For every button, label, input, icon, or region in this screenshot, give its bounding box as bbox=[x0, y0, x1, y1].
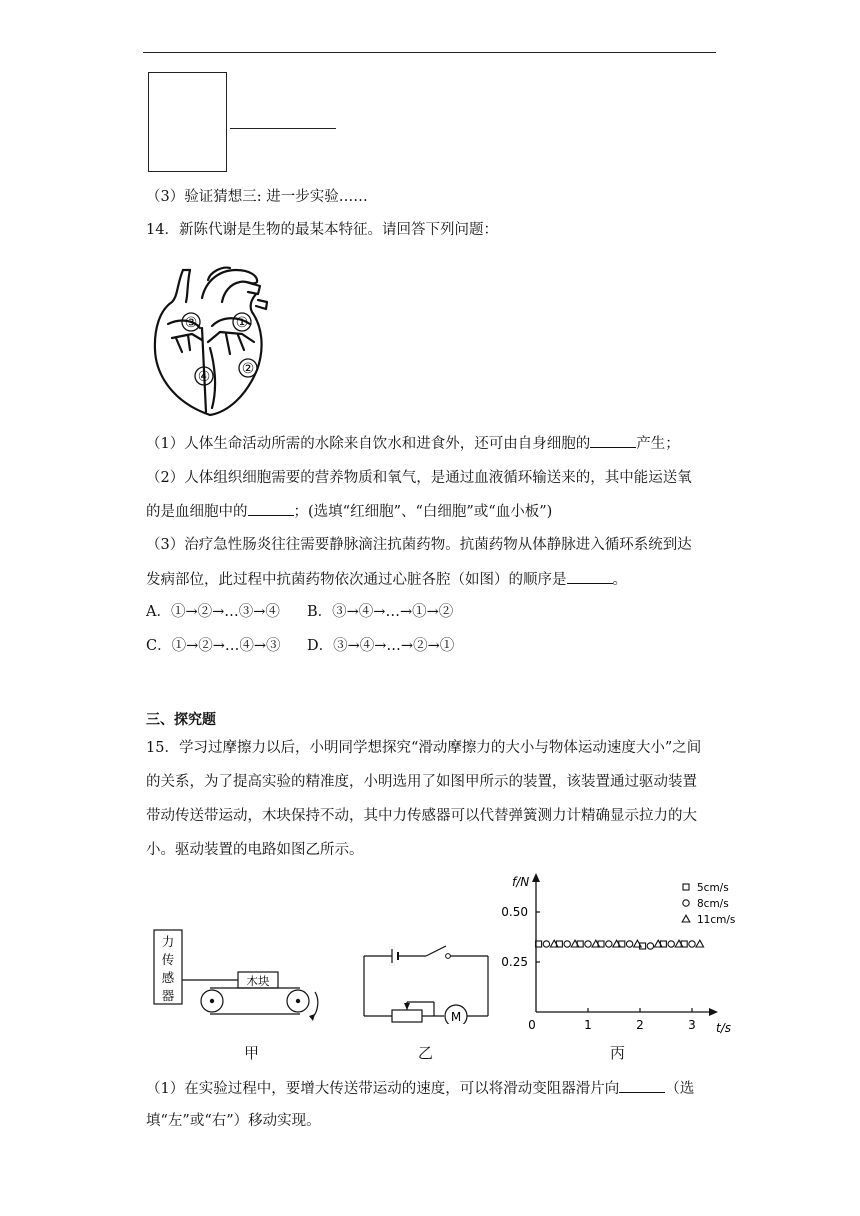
q14-part1-text: （1）人体生命活动所需的水除来自饮水和进食外，还可由自身细胞的 bbox=[146, 436, 591, 452]
q14-part3-line1: （3）治疗急性肠炎往往需要静脉滴注抗菌药物。抗菌药物从体静脉进入循环系统到达 bbox=[146, 537, 692, 553]
heart-diagram bbox=[150, 262, 275, 418]
sensor-char-4: 器 bbox=[161, 988, 175, 1003]
option-a[interactable]: A．①→②→…③→④ bbox=[146, 604, 280, 620]
answer-blank[interactable] bbox=[567, 569, 613, 584]
q14-part3-tail: 。 bbox=[612, 572, 627, 588]
legend-marker-triangle bbox=[682, 915, 690, 922]
heart-label-3: ③ bbox=[184, 315, 198, 331]
answer-blank[interactable] bbox=[590, 433, 636, 448]
q15-line2: 的关系，为了提高实验的精准度，小明选用了如图甲所示的装置，该装置通过驱动装置 bbox=[146, 774, 697, 790]
motor-label: M bbox=[450, 1010, 462, 1024]
q14-part2-line1: （2）人体组织细胞需要的营养物质和氧气，是通过血液循环输送来的，其中能运送氧 bbox=[146, 470, 692, 486]
data-point-circle bbox=[647, 943, 653, 949]
data-point-circle bbox=[668, 941, 674, 947]
data-point-circle bbox=[543, 941, 549, 947]
x-tick-label: 1 bbox=[584, 1018, 592, 1032]
answer-blank-box bbox=[148, 72, 227, 172]
answer-blank-line bbox=[230, 128, 336, 129]
legend-label: 8cm/s bbox=[697, 898, 729, 910]
q15-part1-text: （1）在实验过程中，要增大传送带运动的速度，可以将滑动变阻器滑片向 bbox=[146, 1081, 620, 1097]
circuit-diagram bbox=[356, 940, 498, 1024]
q15-part1-line1 bbox=[146, 1078, 694, 1099]
q14-part3-text: 发病部位，此过程中抗菌药物依次通过心脏各腔（如图）的顺序是 bbox=[146, 572, 567, 588]
q14-part1 bbox=[146, 433, 680, 454]
q14-part1-tail: 产生； bbox=[636, 436, 680, 452]
q14-stem: 14．新陈代谢是生物的最某本特征。请回答下列问题： bbox=[146, 222, 498, 238]
q14-part2-tail: ；(选填“红细胞”、“白细胞”或“血小板”) bbox=[293, 504, 553, 520]
option-d[interactable]: D．③→④→…→②→① bbox=[307, 638, 455, 654]
legend-label: 11cm/s bbox=[697, 914, 736, 926]
data-point-circle bbox=[626, 941, 632, 947]
heart-label-4: ④ bbox=[197, 369, 211, 385]
y-axis-label: f/N bbox=[512, 875, 530, 889]
apparatus-diagram bbox=[148, 922, 328, 1027]
answer-blank[interactable] bbox=[619, 1078, 665, 1093]
option-b[interactable]: B．③→④→…→①→② bbox=[307, 604, 454, 620]
x-axis-arrow bbox=[709, 1008, 718, 1016]
y-axis-arrow bbox=[532, 873, 540, 882]
y-tick-label: 0.25 bbox=[501, 955, 528, 969]
sensor-char-3: 感 bbox=[161, 970, 175, 985]
data-point-triangle bbox=[696, 940, 704, 947]
heart-label-1: ① bbox=[235, 315, 249, 331]
figure-label-bing: 丙 bbox=[610, 1044, 626, 1062]
section-heading: 三、探究题 bbox=[146, 712, 216, 728]
header-rule bbox=[143, 52, 716, 53]
friction-chart bbox=[490, 872, 755, 1034]
q15-line4: 小。驱动装置的电路如图乙所示。 bbox=[146, 842, 364, 858]
sensor-char-2: 传 bbox=[161, 952, 175, 967]
q15-part1-tail: （选 bbox=[665, 1081, 695, 1097]
x-axis-label: t/s bbox=[716, 1021, 731, 1034]
q15-line3: 带动传送带运动，木块保持不动，其中力传感器可以代替弹簧测力计精确显示拉力的大 bbox=[146, 808, 697, 824]
heart-label-2: ② bbox=[241, 361, 255, 377]
x-tick-label: 3 bbox=[688, 1018, 696, 1032]
q14-part2-line2 bbox=[146, 501, 552, 522]
data-point-circle bbox=[689, 941, 695, 947]
answer-blank[interactable] bbox=[248, 501, 294, 516]
x-tick-label: 2 bbox=[636, 1018, 644, 1032]
data-point-circle bbox=[606, 941, 612, 947]
option-c[interactable]: C．①→②→…④→③ bbox=[146, 638, 281, 654]
figure-label-jia: 甲 bbox=[244, 1044, 260, 1062]
q15-line1: 15．学习过摩擦力以后，小明同学想探究“滑动摩擦力的大小与物体运动速度大小”之间 bbox=[146, 740, 702, 756]
sensor-char-1: 力 bbox=[161, 934, 175, 949]
q14-part2-text: 的是血细胞中的 bbox=[146, 504, 248, 520]
q14-part3-line2 bbox=[146, 569, 627, 590]
legend-marker-circle bbox=[683, 900, 689, 906]
y-tick-label: 0.50 bbox=[501, 905, 528, 919]
q13-step3: （3）验证猜想三: 进一步实验…… bbox=[146, 189, 368, 205]
figure-label-yi: 乙 bbox=[418, 1044, 434, 1062]
legend-marker-square bbox=[683, 884, 689, 890]
x-tick-label: 0 bbox=[528, 1018, 536, 1032]
data-point-circle bbox=[564, 941, 570, 947]
q15-part1-line2: 填“左”或“右”）移动实现。 bbox=[146, 1113, 321, 1129]
legend-label: 5cm/s bbox=[697, 882, 729, 894]
block-label: 木块 bbox=[246, 974, 270, 988]
data-point-circle bbox=[585, 941, 591, 947]
